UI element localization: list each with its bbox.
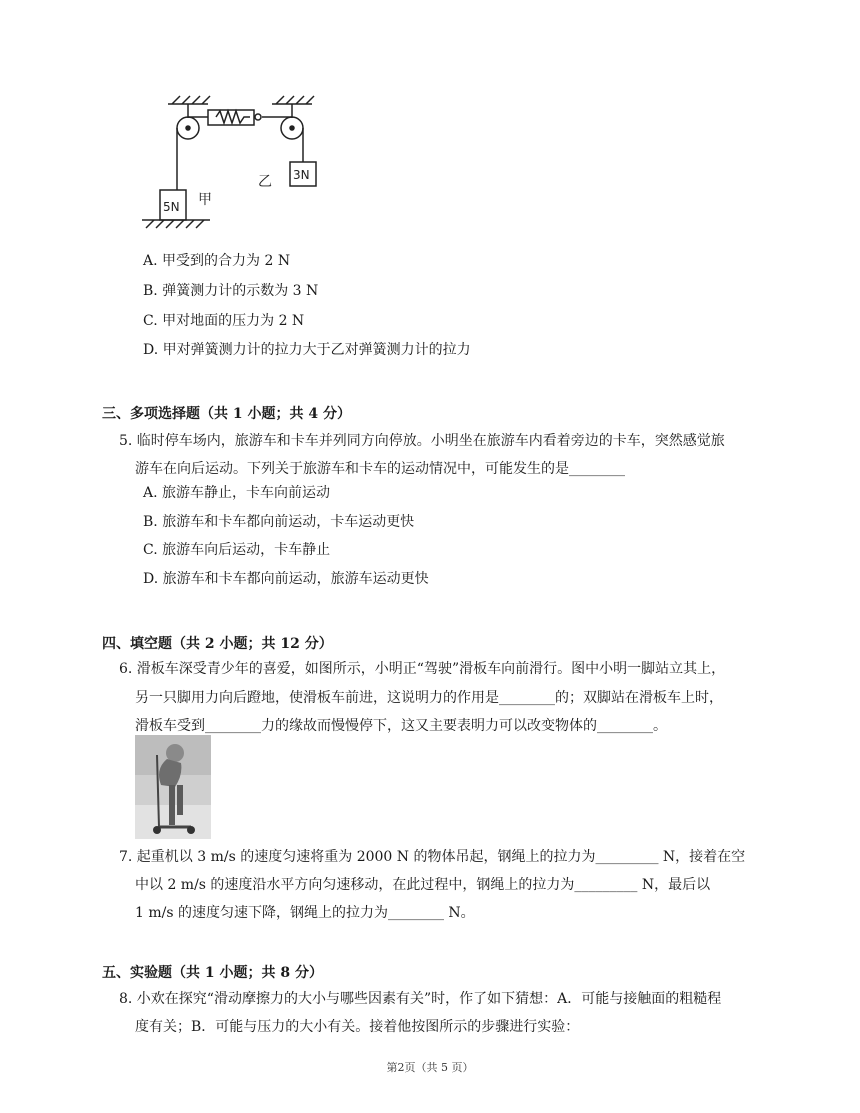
q5-option-d: D. 旅游车和卡车都向前运动，旅游车运动更快: [143, 571, 429, 587]
block-right-label: 3N: [293, 168, 310, 182]
q6-line-2: 另一只脚用力向后蹬地，使滑板车前进，这说明力的作用是________的；双脚站在滑板车上时，: [135, 690, 723, 706]
q8-line-2: 度有关；B．可能与压力的大小有关。接着他按图所示的步骤进行实验：: [135, 1019, 580, 1035]
q5-option-c: C. 旅游车向后运动，卡车静止: [143, 542, 331, 558]
page-footer: 第2页（共 5 页）: [386, 1061, 474, 1074]
block-left-label: 5N: [163, 200, 180, 214]
q4-option-b: B. 弹簧测力计的示数为 3 N: [143, 283, 319, 299]
pulley-spring-figure: [140, 90, 340, 235]
block-right-name: 乙: [258, 174, 272, 190]
section-5-heading: 五、实验题（共 1 小题；共 8 分）: [102, 965, 323, 981]
q4-option-d: D. 甲对弹簧测力计的拉力大于乙对弹簧测力计的拉力: [143, 342, 471, 358]
section-4-heading: 四、填空题（共 2 小题；共 12 分）: [102, 636, 333, 652]
scooter-photo: [135, 735, 211, 839]
q8-line-1: 8. 小欢在探究“滑动摩擦力的大小与哪些因素有关”时，作了如下猜想：A．可能与接触面的粗糙程: [119, 991, 722, 1007]
q5-option-b: B. 旅游车和卡车都向前运动，卡车运动更快: [143, 514, 415, 530]
block-left-name: 甲: [198, 192, 212, 208]
q7-line-1: 7. 起重机以 3 m/s 的速度匀速将重为 2000 N 的物体吊起，钢绳上的拉力为_________ N，接着在空: [119, 849, 746, 865]
q4-option-a: A. 甲受到的合力为 2 N: [143, 253, 291, 269]
q7-line-2: 中以 2 m/s 的速度沿水平方向匀速移动，在此过程中，钢绳上的拉力为_________ N，最后以: [135, 877, 711, 893]
q7-line-3: 1 m/s 的速度匀速下降，钢绳上的拉力为________ N。: [135, 905, 475, 921]
q6-line-1: 6. 滑板车深受青少年的喜爱，如图所示，小明正“驾驶”滑板车向前滑行。图中小明一脚站立其上，: [119, 661, 726, 677]
q4-option-c: C. 甲对地面的压力为 2 N: [143, 313, 305, 329]
q6-line-3: 滑板车受到________力的缘故而慢慢停下，这又主要表明力可以改变物体的________。: [135, 718, 667, 734]
q5-option-a: A. 旅游车静止，卡车向前运动: [143, 485, 331, 501]
section-3-heading: 三、多项选择题（共 1 小题；共 4 分）: [102, 406, 351, 422]
q5-line-1: 5. 临时停车场内，旅游车和卡车并列同方向停放。小明坐在旅游车内看着旁边的卡车，突然感觉旅: [119, 433, 725, 449]
q5-line-2: 游车在向后运动。下列关于旅游车和卡车的运动情况中，可能发生的是________: [135, 461, 625, 477]
